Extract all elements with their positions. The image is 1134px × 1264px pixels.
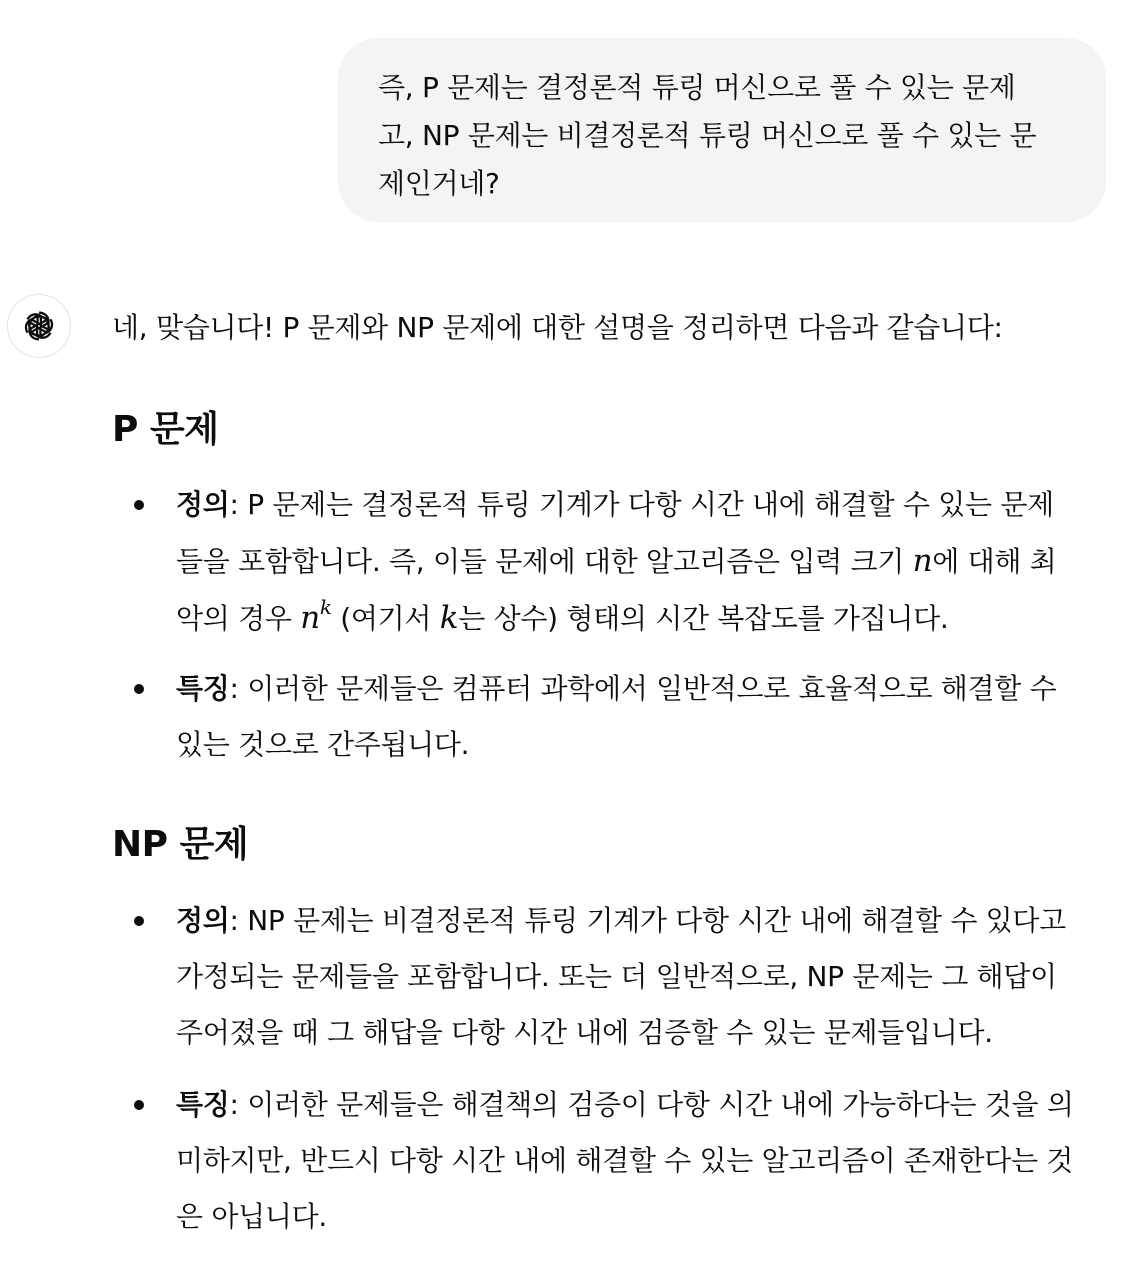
item-text: 악의 경우	[176, 602, 301, 635]
item-text: : 이러한 문제들은 컴퓨터 과학에서 일반적으로 효율적으로 해결할 수	[229, 672, 1057, 705]
bullet-dot	[134, 500, 144, 510]
item-text: (여기서	[331, 602, 440, 635]
user-message-bubble	[338, 38, 1106, 222]
bullet-dot	[134, 684, 144, 694]
math-exponent: k	[319, 595, 332, 619]
section-heading-np: NP 문제	[112, 824, 249, 865]
item-text: : NP 문제는 비결정론적 튜링 기계가 다항 시간 내에 해결할 수 있다고	[229, 904, 1066, 937]
list-item-np-feature	[176, 1077, 1116, 1245]
user-message-line: 고, NP 문제는 비결정론적 튜링 머신으로 풀 수 있는 문	[378, 119, 1037, 152]
item-text: 가정되는 문제들을 포함합니다. 또는 더 일반적으로, NP 문제는 그 해답이	[176, 960, 1057, 993]
openai-logo-icon	[20, 307, 58, 345]
math-n: n	[912, 543, 933, 579]
section-heading-p: P 문제	[112, 409, 219, 450]
item-text: : 이러한 문제들은 해결책의 검증이 다항 시간 내에 가능하다는 것을 의	[229, 1088, 1074, 1121]
item-label: 정의	[176, 488, 230, 521]
bullet-dot	[134, 916, 144, 926]
item-text: 은 아닙니다.	[176, 1200, 327, 1233]
user-message-line: 즉, P 문제는 결정론적 튜링 머신으로 풀 수 있는 문제	[378, 71, 1016, 104]
user-message-line: 제인거네?	[378, 167, 500, 200]
list-item-p-definition	[176, 477, 1116, 647]
assistant-intro: 네, 맞습니다! P 문제와 NP 문제에 대한 설명을 정리하면 다음과 같습니다:	[112, 311, 1003, 344]
list-item-p-feature	[176, 661, 1116, 773]
item-text: 미하지만, 반드시 다항 시간 내에 해결할 수 있는 알고리즘이 존재한다는 것	[176, 1144, 1074, 1177]
item-text: : P 문제는 결정론적 튜링 기계가 다항 시간 내에 해결할 수 있는 문제	[229, 488, 1054, 521]
math-n-power-k	[300, 595, 332, 636]
item-text: 는 상수) 형태의 시간 복잡도를 가집니다.	[458, 602, 949, 635]
math-base: n	[300, 600, 320, 636]
assistant-avatar	[7, 294, 71, 358]
item-label: 특징	[176, 1088, 230, 1121]
item-text: 들을 포함합니다. 즉, 이들 문제에 대한 알고리즘은 입력 크기	[176, 545, 913, 578]
item-text: 주어졌을 때 그 해답을 다항 시간 내에 검증할 수 있는 문제들입니다.	[176, 1016, 993, 1049]
math-k: k	[439, 600, 459, 636]
item-text: 에 대해 최	[932, 545, 1057, 578]
item-label: 정의	[176, 904, 230, 937]
item-label: 특징	[176, 672, 230, 705]
bullet-dot	[134, 1100, 144, 1110]
list-item-np-definition	[176, 893, 1116, 1061]
item-text: 있는 것으로 간주됩니다.	[176, 728, 470, 761]
